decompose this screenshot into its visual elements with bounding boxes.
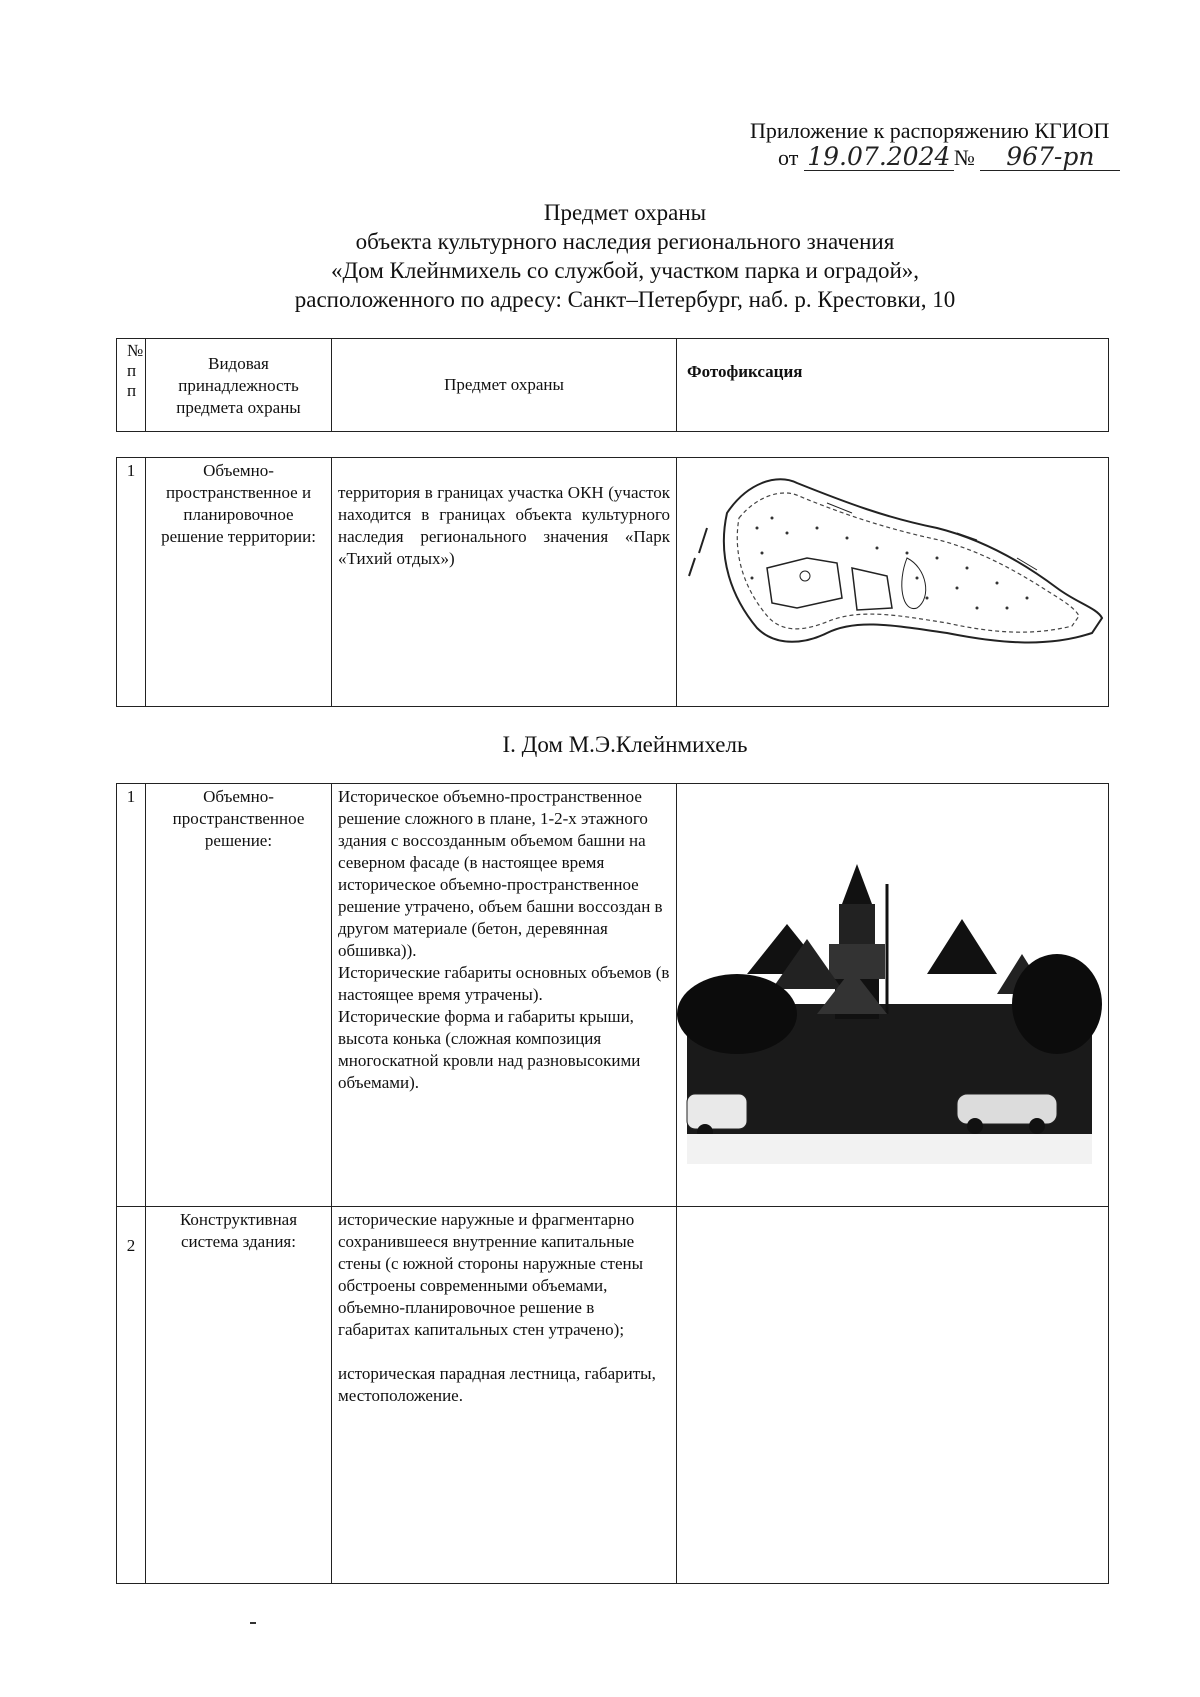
appendix-title: Приложение к распоряжению КГИОП xyxy=(750,118,1110,143)
site-plan-image xyxy=(677,458,1107,658)
title-line-3: «Дом Клейнмихель со службой, участком парка и оградой», xyxy=(330,258,920,283)
title-line-2: объекта культурного наследия регионального значения xyxy=(355,229,895,254)
row-subject xyxy=(332,784,677,1207)
building-photo xyxy=(677,864,1107,1164)
title-line-1: Предмет охраны xyxy=(543,200,707,225)
handwritten-date: 19.07.2024 xyxy=(804,144,954,171)
row-photo xyxy=(677,458,1109,707)
row-number: 2 xyxy=(117,1207,146,1584)
header-number: № п п xyxy=(117,339,146,432)
title-line-4: расположенного по адресу: Санкт–Петербург, наб. р. Крестовки, 10 xyxy=(294,287,956,312)
header-subject: Предмет охраны xyxy=(332,339,677,432)
row-subject: территория в границах участка ОКН (участок находится в границах объекта культурного наследия регионального значения «Парк «Тихий отдых») xyxy=(332,458,677,707)
subject-paragraph: Исторические габариты основных объемов (в настоящее время утрачены). xyxy=(338,963,670,1004)
header-table xyxy=(116,338,1109,432)
row-number: 1 xyxy=(117,784,146,1207)
header-type: Видовая принадлежность предмета охраны xyxy=(146,339,332,432)
row-photo xyxy=(677,784,1109,1207)
from-label: от xyxy=(778,145,799,170)
row-type: Объемно-пространственное и планировочное решение территории: xyxy=(146,458,332,707)
territory-table xyxy=(116,457,1109,707)
subject-paragraph: Исторические форма и габариты крыши, высота конька (сложная композиция многоскатной кровли над разновысокими объемами). xyxy=(338,1007,641,1092)
row-photo xyxy=(677,1207,1109,1584)
section-title: I. Дом М.Э.Клейнмихель xyxy=(502,732,748,757)
row-subject xyxy=(332,1207,677,1584)
document-title xyxy=(0,198,1200,314)
row-number: 1 xyxy=(117,458,146,707)
row-type: Конструктивная система здания: xyxy=(146,1207,332,1584)
handwritten-number: 967-рп xyxy=(980,144,1120,171)
subject-paragraph: исторические наружные и фрагментарно сохранившееся внутренние капитальные стены (с южной стороны наружные стены обстроены современными объемами, объемно-планировочное решение в габаритах капитальных стен утрачено); xyxy=(338,1210,644,1339)
scan-mark xyxy=(250,1622,256,1624)
subject-paragraph: историческая парадная лестница, габариты, местоположение. xyxy=(338,1364,656,1405)
number-label: № xyxy=(953,145,975,170)
appendix-note xyxy=(750,118,1170,171)
appendix-date-line xyxy=(778,144,1170,171)
subject-paragraph: Историческое объемно-пространственное решение сложного в плане, 1-2-х этажного здания с воссозданным объемом башни на северном фасаде (в настоящее время историческое объемно-пространственное решение утрачено, объем башни воссоздан в другом материале (бетон, деревянная обшивка)). xyxy=(338,787,663,960)
building-table xyxy=(116,783,1109,1584)
header-photo: Фотофиксация xyxy=(677,339,1109,432)
row-type: Объемно-пространственное решение: xyxy=(146,784,332,1207)
